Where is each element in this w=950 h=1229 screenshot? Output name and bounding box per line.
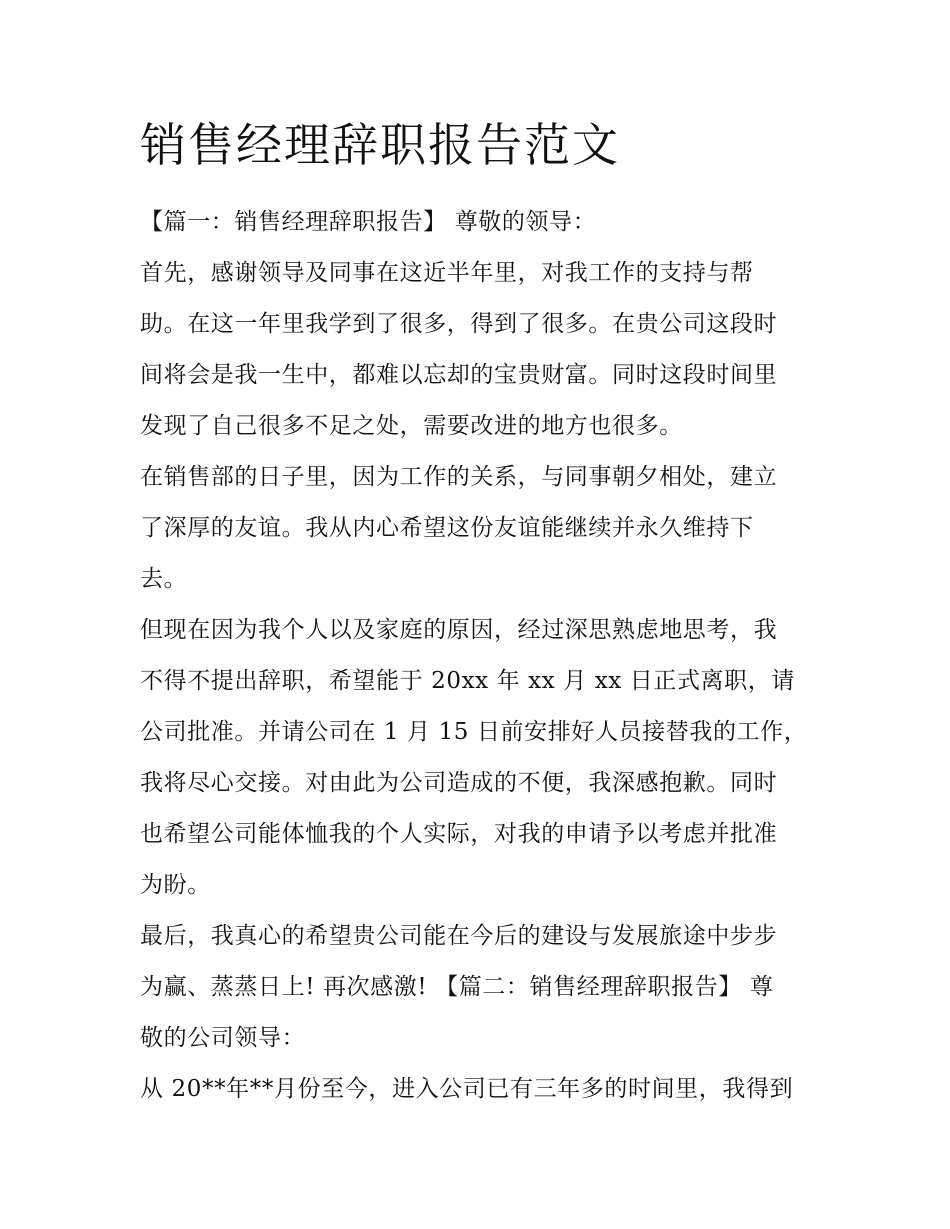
text-line: 去。 — [140, 566, 188, 592]
text-line: 了深厚的友谊。我从内心希望这份友谊能继续并永久维持下 — [140, 515, 754, 541]
text-line: 间将会是我一生中，都难以忘却的宝贵财富。同时这段时间里 — [140, 362, 778, 388]
text-line: 在销售部的日子里，因为工作的关系，与同事朝夕相处，建立 — [140, 464, 778, 490]
text-line: 最后，我真心的希望贵公司能在今后的建设与发展旅途中步步 — [140, 923, 778, 949]
text-line: 为赢、蒸蒸日上! 再次感激! 【篇二：销售经理辞职报告】 尊 — [140, 974, 774, 1000]
text-line: 首先，感谢领导及同事在这近半年里，对我工作的支持与帮 — [140, 260, 754, 286]
text-line: 助。在这一年里我学到了很多，得到了很多。在贵公司这段时 — [140, 311, 778, 337]
text-line: 但现在因为我个人以及家庭的原因，经过深思熟虑地思考，我 — [140, 617, 778, 643]
text-line: 敬的公司领导： — [140, 1025, 306, 1051]
text-line: 为盼。 — [140, 872, 211, 898]
text-line: 我将尽心交接。对由此为公司造成的不便，我深感抱歉。同时 — [140, 770, 778, 796]
text-line: 发现了自己很多不足之处，需要改进的地方也很多。 — [140, 413, 683, 439]
text-line: 从 20**年**月份至今，进入公司已有三年多的时间里，我得到 — [140, 1076, 794, 1102]
text-line: 公司批准。并请公司在 1 月 15 日前安排好人员接替我的工作， — [140, 719, 808, 745]
document-title: 销售经理辞职报告范文 — [140, 118, 620, 172]
text-line: 不得不提出辞职，希望能于 20xx 年 xx 月 xx 日正式离职，请 — [140, 668, 795, 694]
text-line: 【篇一：销售经理辞职报告】 尊敬的领导： — [140, 209, 597, 235]
text-line: 也希望公司能体恤我的个人实际，对我的申请予以考虑并批准 — [140, 821, 778, 847]
